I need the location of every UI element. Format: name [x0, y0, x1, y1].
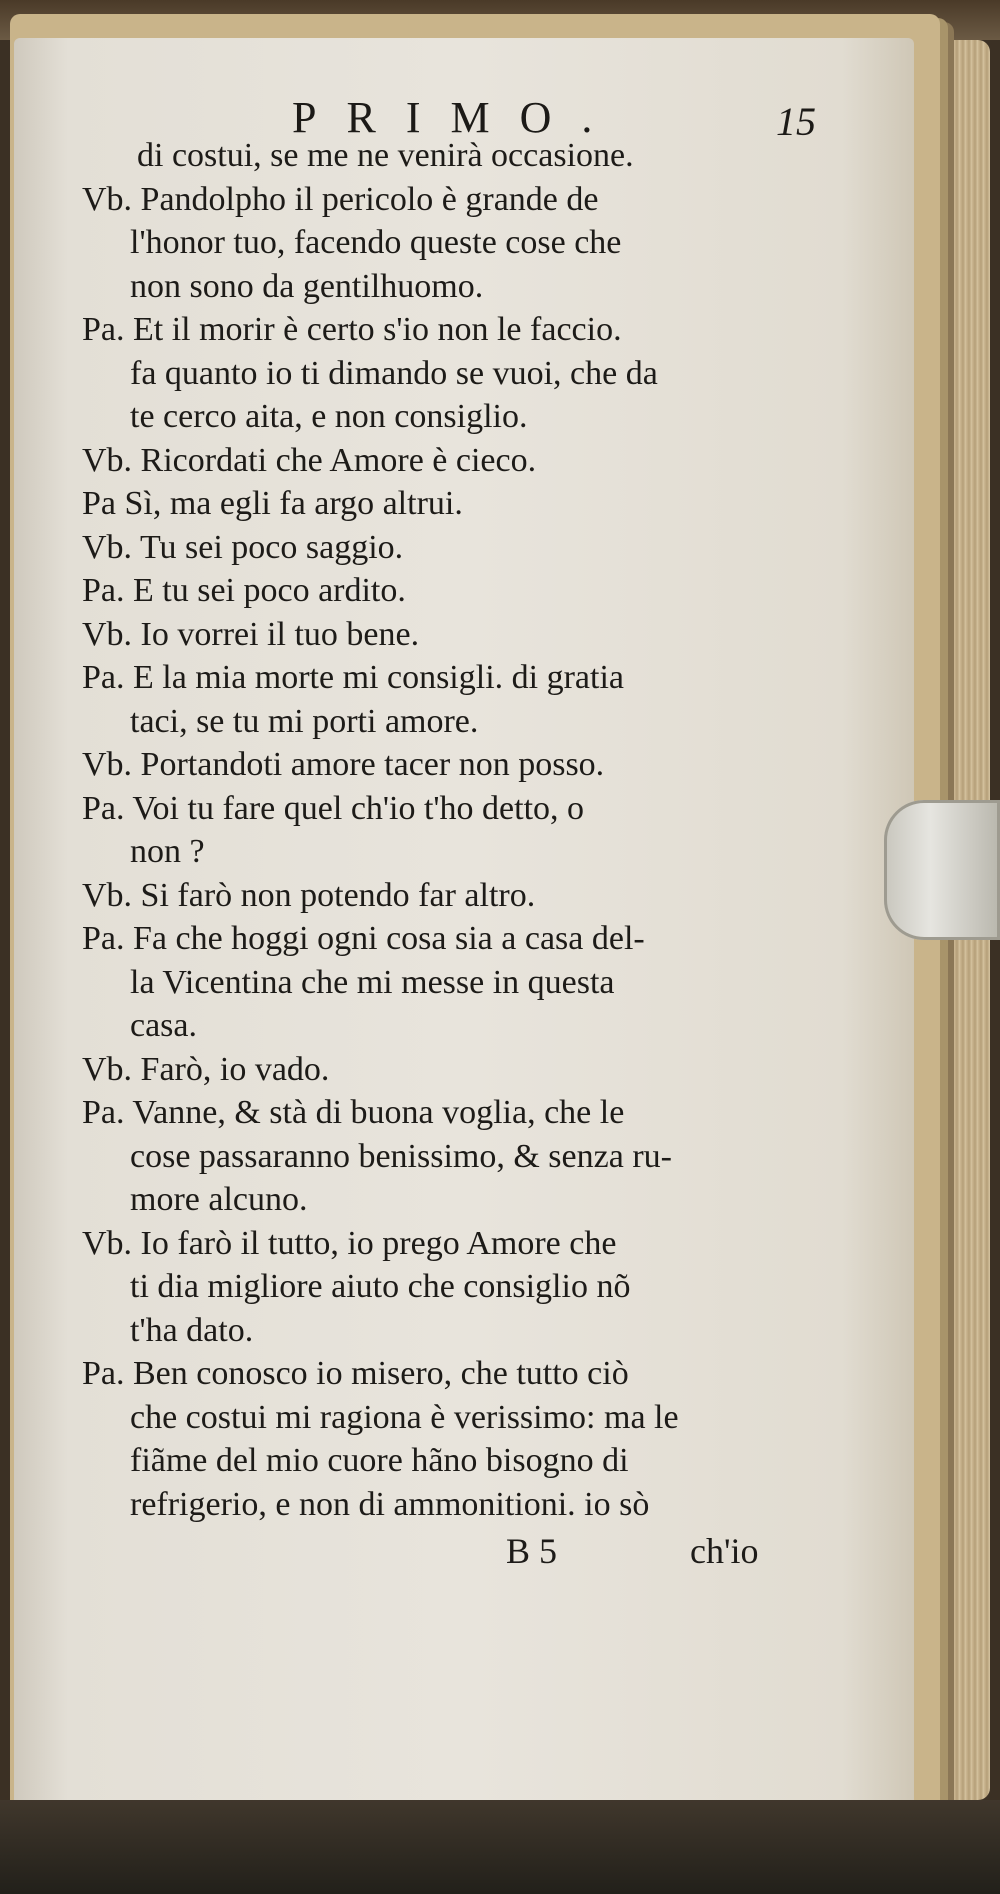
text-line: Pa. Fa che hoggi ogni cosa sia a casa del-	[82, 920, 645, 957]
running-head: PRIMO.	[292, 93, 623, 142]
text-line: fiãme del mio cuore hãno bisogno di	[130, 1442, 629, 1479]
signature-mark: B 5	[506, 1531, 558, 1571]
text-line: Vb. Io farò il tutto, io prego Amore che	[82, 1224, 617, 1262]
text-line: casa.	[130, 1007, 198, 1044]
text-line: di costui, se me ne venirà occasione.	[137, 137, 634, 174]
text-line: non ?	[130, 833, 205, 870]
text-line: Vb. Ricordati che Amore è cieco.	[82, 441, 537, 479]
text-line: cose passaranno benissimo, & senza ru-	[130, 1137, 672, 1175]
text-line: Vb. Farò, io vado.	[82, 1050, 330, 1088]
text-line: l'honor tuo, facendo queste cose che	[130, 224, 622, 261]
text-line: che costui mi ragiona è verissimo: ma le	[130, 1398, 679, 1436]
text-line: Pa. E tu sei poco ardito.	[82, 572, 406, 609]
text-line: Pa. Et il morir è certo s'io non le faccio.	[82, 311, 622, 348]
page-clip	[884, 800, 1000, 940]
text-line: t'ha dato.	[130, 1311, 254, 1349]
text-line: Vb. Pandolpho il pericolo è grande de	[82, 180, 599, 218]
text-line: Pa Sì, ma egli fa argo altrui.	[82, 485, 463, 522]
text-line: fa quanto io ti dimando se vuoi, che da	[130, 354, 658, 392]
text-line: Vb. Portandoti amore tacer non posso.	[82, 746, 605, 783]
backdrop-bottom	[0, 1800, 1000, 1894]
text-line: ti dia migliore aiuto che consiglio nõ	[130, 1268, 631, 1305]
text-line: taci, se tu mi porti amore.	[130, 702, 479, 740]
text-line: Vb. Si farò non potendo far altro.	[82, 876, 536, 914]
text-line: Pa. Ben conosco io misero, che tutto ciò	[82, 1355, 629, 1392]
text-line: Vb. Io vorrei il tuo bene.	[82, 615, 420, 653]
text-line: refrigerio, e non di ammonitioni. io sò	[130, 1485, 650, 1523]
dialogue-text	[82, 134, 832, 1526]
catchword: ch'io	[690, 1531, 759, 1571]
text-line: Pa. Voi tu fare quel ch'io t'ho detto, o	[82, 789, 585, 827]
text-line: more alcuno.	[130, 1181, 308, 1218]
text-line: te cerco aita, e non consiglio.	[130, 398, 528, 435]
page-number: 15	[776, 99, 816, 144]
text-line: non sono da gentilhuomo.	[130, 267, 484, 305]
page-footer	[0, 1530, 1000, 1580]
text-line: la Vicentina che mi messe in questa	[130, 963, 615, 1001]
text-line: Vb. Tu sei poco saggio.	[82, 528, 404, 566]
text-line: Pa. E la mia morte mi consigli. di gratia	[82, 659, 624, 696]
text-line: Pa. Vanne, & stà di buona voglia, che le	[82, 1094, 625, 1131]
